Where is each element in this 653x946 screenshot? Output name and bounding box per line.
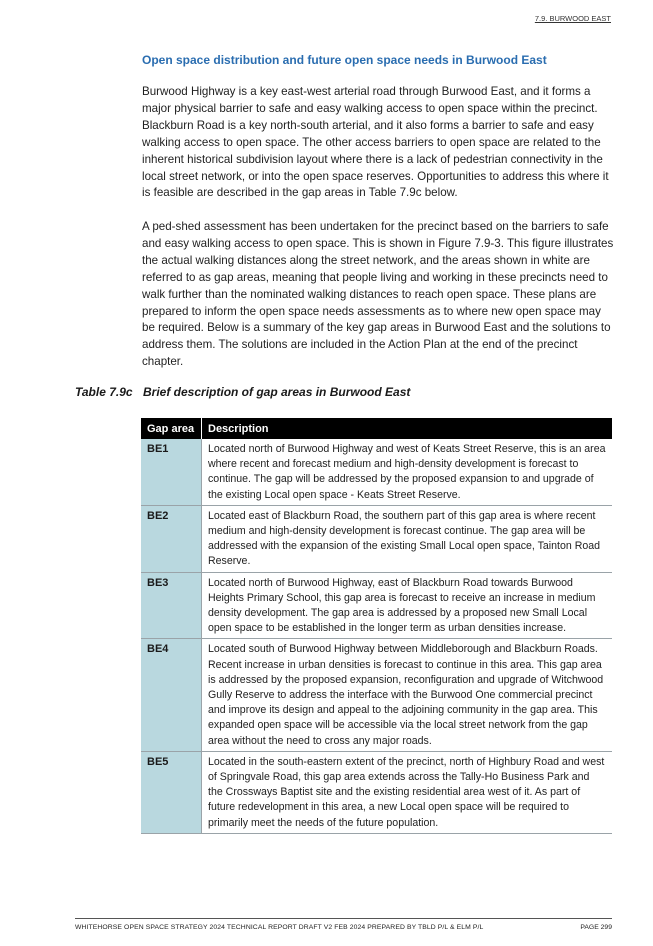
page-number: PAGE 299 [580, 924, 612, 931]
gap-area-description: Located in the south-eastern extent of the precinct, north of Highbury Road and west of Springvale Road, this gap area extends across the Tally-Ho Business Park and the Crossways Baptist site and the existing residential area west of it. As part of future redevelopment in this area, a new Local open space will be required to primarily meet the needs of the future population. [202, 751, 613, 833]
column-header-gap-area: Gap area [141, 418, 202, 439]
gap-area-description: Located east of Blackburn Road, the southern part of this gap area is where recent medium and high-density development is forecast continue. The gap area will be addressed with the expansion of the existing Small Local open space, Tainton Road Reserve. [202, 505, 613, 572]
gap-area-description: Located north of Burwood Highway and west of Keats Street Reserve, this is an area where recent and forecast medium and high-density development is forecast to continue. The gap will be addressed by the proposed expansion to and upgrade of the existing Local open space - Keats Street Reserve. [202, 439, 613, 505]
table-caption [75, 385, 635, 399]
body-paragraph: A ped-shed assessment has been undertaken for the precinct based on the barriers to safe and easy walking access to open space. This is shown in Figure 7.9-3. This figure illustrates the actual walking distances along the street network, and the areas shown in white are referred to as gap areas, meaning that people living and working in these precincts need to walk further than the nominated walking distances to reach open space. These plans are prepared to inform the open space needs assessments as to where new open space may be required. Below is a summary of the key gap areas in Burwood East and the solutions to address them. The solutions are included in the Action Plan at the end of the precinct chapter. [142, 220, 614, 369]
table-caption-number: Table 7.9c [75, 385, 133, 399]
body-paragraph: Burwood Highway is a key east-west arterial road through Burwood East, and it forms a major physical barrier to safe and easy walking access to open space within the precinct. Blackburn Road is a key north-south arterial, and it also forms a barrier to safe and easy walking access to open space. The other access barriers to open space are related to the inherent historical subdivision layout where there is a lack of pedestrian connectivity in the local street network, or into the open space reserves. Opportunities to address this where it is feasible are described in the gap areas in Table 7.9c below. [142, 85, 609, 200]
gap-area-description: Located north of Burwood Highway, east of Blackburn Road towards Burwood Heights Primary School, this gap area is forecast to receive an increase in medium density development. The gap area is addressed by a proposed new Small Local open space to be established in the longer term as urban densities increase. [202, 572, 613, 639]
section-heading: Open space distribution and future open space needs in Burwood East [142, 53, 547, 67]
table-row [141, 439, 612, 505]
gap-area-code: BE5 [141, 751, 202, 833]
gap-area-code: BE4 [141, 639, 202, 751]
table-row [141, 751, 612, 833]
table-caption-title: Brief description of gap areas in Burwood East [143, 385, 411, 399]
footer-document-info: WHITEHORSE OPEN SPACE STRATEGY 2024 TECHNICAL REPORT DRAFT V2 FEB 2024 PREPARED BY TBLD P/L & ELM P/L [75, 924, 484, 931]
gap-area-description: Located south of Burwood Highway between Middleborough and Blackburn Roads. Recent increase in urban densities is forecast to continue in this area. This gap area is addressed by the proposed expansion, reconfiguration and upgrade of Witchwood Gully Reserve to address the interface with the Burwood One commercial precinct and improve its design and appeal to the adjoining community in the gap area. This expanded open space will be accessible via the local street network from the gap area without the need to cross any major roads. [202, 639, 613, 751]
table-row [141, 639, 612, 751]
gap-areas-table [141, 418, 612, 834]
section-reference: 7.9. BURWOOD EAST [534, 14, 611, 23]
table-row [141, 572, 612, 639]
gap-area-code: BE2 [141, 505, 202, 572]
gap-area-code: BE3 [141, 572, 202, 639]
footer-divider [75, 918, 612, 919]
gap-area-code: BE1 [141, 439, 202, 505]
table-header-row [141, 418, 612, 439]
column-header-description: Description [202, 418, 613, 439]
table-row [141, 505, 612, 572]
